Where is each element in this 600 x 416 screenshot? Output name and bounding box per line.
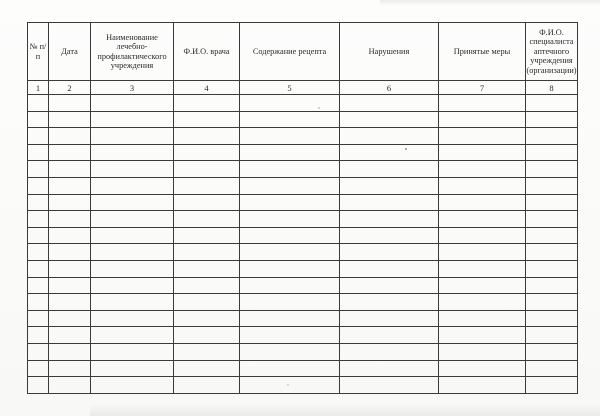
col-header-violations: Нарушения (340, 23, 439, 81)
table-cell (28, 260, 49, 277)
table-cell (49, 277, 91, 294)
table-row (28, 95, 578, 112)
table-cell (28, 95, 49, 112)
table-cell (526, 244, 578, 261)
table-cell (340, 260, 439, 277)
table-cell (28, 144, 49, 161)
table-cell (49, 128, 91, 145)
table-cell (439, 128, 526, 145)
table-cell (240, 161, 340, 178)
table-cell (526, 128, 578, 145)
table-cell (439, 310, 526, 327)
table-cell (91, 244, 174, 261)
table-row (28, 128, 578, 145)
table-cell (28, 377, 49, 394)
table-cell (91, 161, 174, 178)
table-cell (28, 343, 49, 360)
table-row (28, 260, 578, 277)
table-cell (240, 277, 340, 294)
table-cell (439, 294, 526, 311)
table-cell (439, 343, 526, 360)
table-cell (526, 343, 578, 360)
table-cell (526, 310, 578, 327)
table-cell (174, 211, 240, 228)
table-cell (240, 343, 340, 360)
table-row (28, 310, 578, 327)
table-cell (91, 177, 174, 194)
table-cell (28, 227, 49, 244)
col-header-doctor-name: Ф.И.О. врача (174, 23, 240, 81)
table-cell (526, 144, 578, 161)
col-number: 7 (439, 81, 526, 95)
table-cell (439, 177, 526, 194)
table-cell (49, 227, 91, 244)
col-header-institution: Наименование лечебно-профилактического учреждения (91, 23, 174, 81)
table-cell (91, 310, 174, 327)
table-cell (439, 260, 526, 277)
table-cell (526, 211, 578, 228)
table-row (28, 177, 578, 194)
table-body (28, 95, 578, 394)
table-cell (340, 128, 439, 145)
table-cell (439, 360, 526, 377)
table-cell (340, 310, 439, 327)
table-cell (49, 360, 91, 377)
table-row (28, 377, 578, 394)
table-row (28, 277, 578, 294)
table-row (28, 294, 578, 311)
table-cell (91, 343, 174, 360)
table-cell (91, 111, 174, 128)
scan-speck (405, 148, 407, 150)
table-row (28, 161, 578, 178)
table-cell (49, 177, 91, 194)
table-cell (49, 294, 91, 311)
table-cell (340, 327, 439, 344)
table-cell (49, 144, 91, 161)
table-cell (28, 128, 49, 145)
table-cell (49, 327, 91, 344)
table-row (28, 194, 578, 211)
table-cell (526, 360, 578, 377)
table-cell (240, 177, 340, 194)
table-row (28, 327, 578, 344)
table-cell (49, 343, 91, 360)
col-number: 6 (340, 81, 439, 95)
table-cell (91, 294, 174, 311)
table-cell (340, 95, 439, 112)
table-cell (240, 310, 340, 327)
table-cell (340, 211, 439, 228)
prescription-violation-register-table (27, 22, 578, 394)
table-cell (240, 244, 340, 261)
col-header-prescription-content: Содержание рецепта (240, 23, 340, 81)
table-cell (91, 128, 174, 145)
table-cell (526, 227, 578, 244)
table-cell (49, 111, 91, 128)
table-cell (340, 277, 439, 294)
table-cell (439, 227, 526, 244)
table-cell (49, 95, 91, 112)
col-number: 2 (49, 81, 91, 95)
col-header-measures-taken: Принятые меры (439, 23, 526, 81)
table-cell (174, 144, 240, 161)
table-cell (240, 360, 340, 377)
table-cell (439, 95, 526, 112)
table-cell (174, 177, 240, 194)
table-cell (91, 211, 174, 228)
table-cell (526, 95, 578, 112)
table-row (28, 343, 578, 360)
table-row (28, 111, 578, 128)
table-cell (526, 161, 578, 178)
col-number: 4 (174, 81, 240, 95)
table-cell (340, 244, 439, 261)
column-number-row (28, 81, 578, 95)
table-cell (49, 161, 91, 178)
table-cell (174, 128, 240, 145)
col-header-date: Дата (49, 23, 91, 81)
scan-shadow (380, 0, 600, 6)
table-cell (91, 277, 174, 294)
table-cell (28, 294, 49, 311)
table-cell (28, 194, 49, 211)
col-number: 1 (28, 81, 49, 95)
table-cell (49, 260, 91, 277)
table-cell (526, 194, 578, 211)
table-cell (28, 360, 49, 377)
table-cell (28, 277, 49, 294)
table-cell (340, 144, 439, 161)
table-cell (526, 377, 578, 394)
table-cell (91, 227, 174, 244)
table-cell (174, 310, 240, 327)
table-row (28, 360, 578, 377)
table-cell (174, 294, 240, 311)
table-cell (340, 227, 439, 244)
table-cell (439, 377, 526, 394)
table-cell (28, 310, 49, 327)
scan-speck (318, 107, 320, 109)
table-cell (91, 377, 174, 394)
table-row (28, 144, 578, 161)
table-cell (340, 343, 439, 360)
table-cell (526, 260, 578, 277)
table-cell (240, 144, 340, 161)
table-cell (526, 277, 578, 294)
table-cell (439, 211, 526, 228)
col-number: 8 (526, 81, 578, 95)
table-cell (91, 95, 174, 112)
col-header-pharmacy-specialist: Ф.И.О. специалиста аптечного учреждения (организации) (526, 23, 578, 81)
table-cell (340, 194, 439, 211)
table-cell (439, 111, 526, 128)
table-cell (28, 211, 49, 228)
table-cell (439, 144, 526, 161)
table-row (28, 211, 578, 228)
table-cell (28, 177, 49, 194)
table-cell (240, 194, 340, 211)
table-cell (91, 260, 174, 277)
table-cell (340, 294, 439, 311)
table-cell (49, 211, 91, 228)
table-cell (526, 111, 578, 128)
table-cell (439, 194, 526, 211)
table-cell (240, 227, 340, 244)
table-cell (526, 177, 578, 194)
table-cell (240, 111, 340, 128)
table-cell (439, 244, 526, 261)
table-cell (526, 294, 578, 311)
table-cell (49, 377, 91, 394)
col-number: 3 (91, 81, 174, 95)
table-cell (240, 294, 340, 311)
table-cell (49, 244, 91, 261)
table-cell (91, 194, 174, 211)
table-cell (240, 260, 340, 277)
table-cell (28, 327, 49, 344)
table-cell (174, 227, 240, 244)
table-cell (91, 360, 174, 377)
table-cell (240, 327, 340, 344)
table-row (28, 244, 578, 261)
table-cell (240, 211, 340, 228)
table-cell (174, 95, 240, 112)
table-cell (174, 343, 240, 360)
table-cell (174, 194, 240, 211)
table-cell (174, 277, 240, 294)
table-cell (174, 260, 240, 277)
table-cell (174, 161, 240, 178)
table-cell (28, 244, 49, 261)
scan-speck (287, 384, 289, 386)
table-cell (174, 377, 240, 394)
table-cell (340, 111, 439, 128)
table-cell (174, 244, 240, 261)
col-header-index: № п/п (28, 23, 49, 81)
table-cell (439, 277, 526, 294)
table-cell (340, 360, 439, 377)
table-cell (91, 327, 174, 344)
table-cell (28, 161, 49, 178)
table-cell (174, 111, 240, 128)
table-cell (526, 327, 578, 344)
table-cell (28, 111, 49, 128)
table-cell (340, 377, 439, 394)
table-cell (340, 177, 439, 194)
table-cell (174, 327, 240, 344)
table-row (28, 227, 578, 244)
col-number: 5 (240, 81, 340, 95)
header-row (28, 23, 578, 81)
table-cell (49, 310, 91, 327)
table-cell (439, 327, 526, 344)
table-cell (240, 95, 340, 112)
table-cell (91, 144, 174, 161)
scan-shadow (90, 404, 600, 416)
table-cell (240, 377, 340, 394)
table-cell (174, 360, 240, 377)
table-cell (340, 161, 439, 178)
table-cell (439, 161, 526, 178)
table-cell (49, 194, 91, 211)
table-cell (240, 128, 340, 145)
